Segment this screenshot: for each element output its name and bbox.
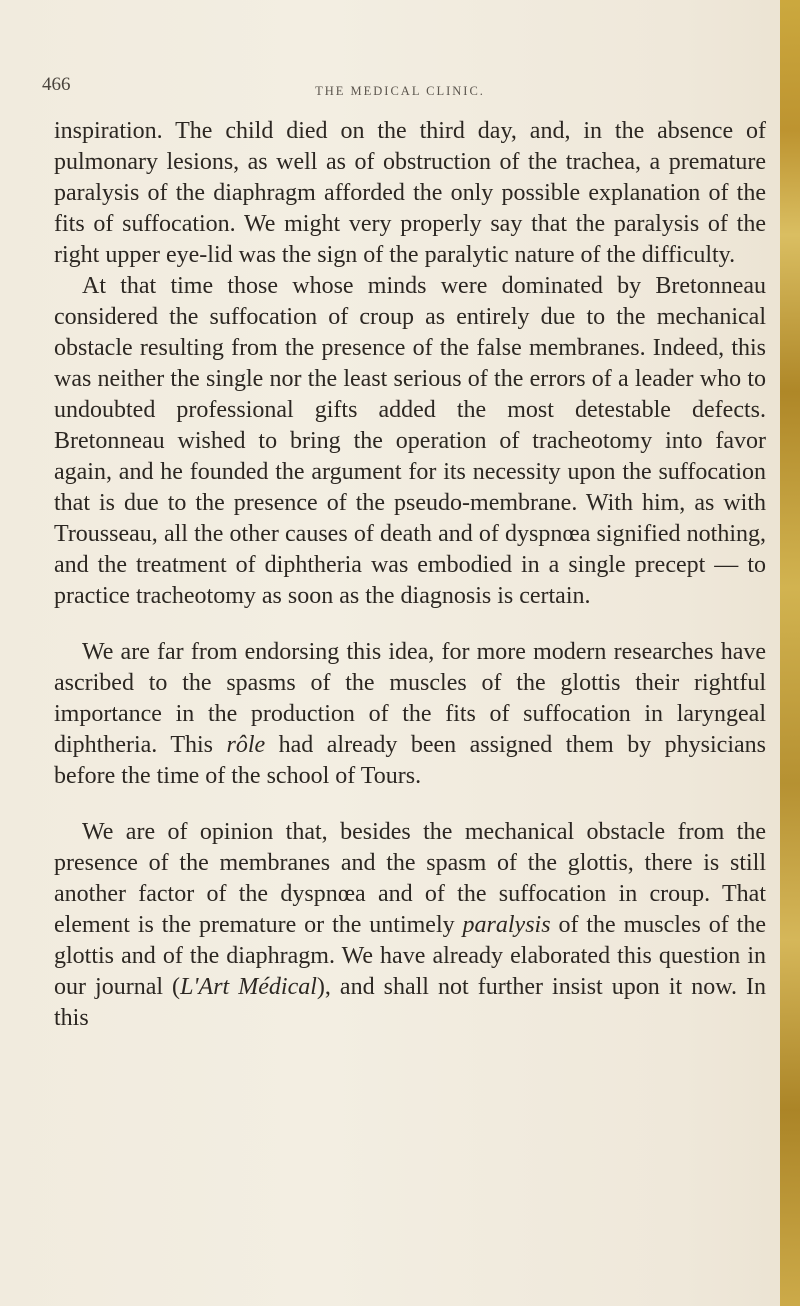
running-head: THE MEDICAL CLINIC. — [315, 84, 485, 98]
page-number: 466 — [42, 74, 71, 95]
paragraph-4-text-a: We are of opinion that, besides the mechanical obstacle from the presence of the membranes and the spasm of the glottis, there is still another factor of the dyspnœa and of the suffocation in croup. That element is the premature or the untimely — [54, 819, 766, 938]
paragraph-3-italic: rôle — [226, 732, 266, 758]
paragraph-3-text-b: had already been assigned them by physicians before the time of the school of Tours. — [54, 732, 766, 789]
paragraph-3 — [54, 637, 766, 792]
paragraph-4-italic-paralysis: paralysis — [462, 912, 551, 938]
paragraph-1: inspiration. The child died on the third day, and, in the absence of pulmonary lesions, as well as of obstruction of the trachea, a premature paralysis of the diaphragm afforded the only possible explanation of the fits of suffocation. We might very properly say that the paralysis of the right upper eye-lid was the sign of the paralytic nature of the difficulty. — [54, 118, 766, 268]
page-edge-binding — [780, 0, 800, 1306]
paragraph-4-text-b: of the muscles of the glottis and of the diaphragm. We have already elaborated this question in our journal ( — [54, 912, 767, 1000]
paragraph-4-italic-journal: L'Art Médical — [180, 974, 317, 1000]
paragraph-3-text-a: We are far from endorsing this idea, for more modern researches have ascribed to the spasms of the muscles of the glottis their rightful importance in the production of the fits of suffocation in laryngeal diphtheria. This — [54, 639, 766, 758]
body-text — [54, 116, 766, 1034]
paragraph-4 — [54, 817, 766, 1034]
paragraph-4-text-c: ), and shall not further insist upon it now. In this — [54, 974, 766, 1031]
paragraph-2: At that time those whose minds were dominated by Bretonneau considered the suffocation of croup as entirely due to the mechanical obstacle resulting from the presence of the false membranes. Indeed, this was neither the single nor the least serious of the errors of a leader who to undoubted professional gifts added the most detestable defects. Bretonneau wished to bring the operation of tracheotomy into favor again, and he founded the argument for its necessity upon the suffocation that is due to the presence of the pseudo-membrane. With him, as with Trousseau, all the other causes of death and of dyspnœa signified nothing, and the treatment of diphtheria was embodied in a single precept — to practice tracheotomy as soon as the diagnosis is certain. — [54, 273, 766, 609]
